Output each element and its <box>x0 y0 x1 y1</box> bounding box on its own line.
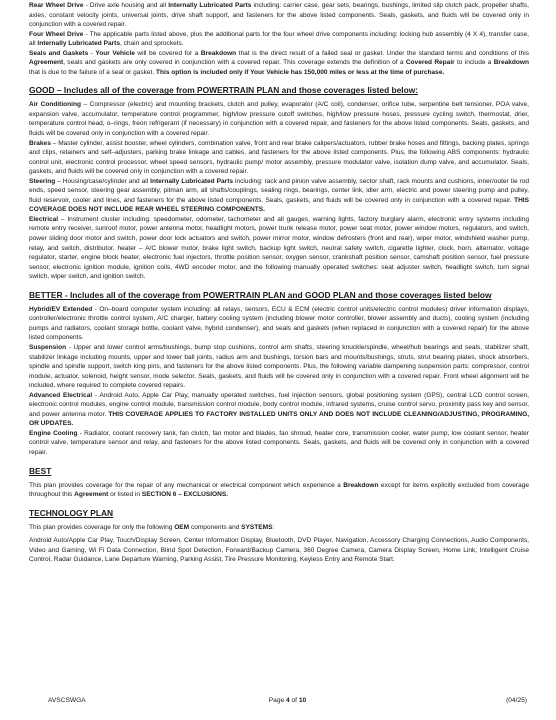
advanced-electrical-paragraph: Advanced Electrical - Android Auto, Apple Car Play, manually operated switches, fuel injection sensors, global positioning system (GPS), central LCD control screen, electronic control modules, engine control module, transmission control module, body control module, infrared systems, cruise control servo, proximity pass key and sensor, and power antenna motor. THIS COVERAGE APPLIES TO FACTORY INSTALLED UNITS ONLY AND DOES NOT INCLUDE CLEANING/ADJUSTING, PROGRAMING, OR UPDATES. <box>29 391 530 428</box>
good-plan-heading: GOOD – Includes all of the coverage from POWERTRAIN PLAN and those coverages listed below: <box>29 85 419 96</box>
best-plan-paragraph: This plan provides coverage for the repair of any mechanical or electrical component which experience a Breakdown except for items explicitly excluded from coverage throughout this Agreement or listed in SECTION 6 – EXCLUSIONS. <box>29 481 529 499</box>
document-page <box>29 0 529 565</box>
technology-plan-intro: This plan provides coverage for only the following OEM components and SYSTEMS: <box>29 523 275 531</box>
hybrid-ev-paragraph: Hybrid/EV Extended - On–board computer system including: all relays, sensors, ECU & ECM (electric control units/electric control modules) driver information displays, controller/electronic throttle control system, A/C charger, battery cooling system (including blower motor controller, blower assembly and ducts), cooling system (including pumps and radiators, coolant storage bottle, coolant valve, hybrid condenser), and seals and gaskets (when replaced in conjunction with a covered repair) for the above listed components. <box>29 305 529 342</box>
steering-title: Steering <box>29 177 56 185</box>
rear-wheel-drive-title: Rear Wheel Drive <box>29 2 84 9</box>
brakes-title: Brakes <box>29 139 51 147</box>
seals-gaskets-title: Seals and Gaskets <box>29 49 89 57</box>
better-plan-heading: BETTER - Includes all of the coverage from POWERTRAIN PLAN and GOOD PLAN and those coverages listed below <box>29 289 492 300</box>
engine-cooling-title: Engine Cooling <box>29 429 78 437</box>
technology-plan-components: Android Auto/Apple Car Play, Touch/Display Screen, Center Information Display, Bluetooth, DVD Player, Navigation, Accessory Charging Connections, Audio Components, Video and Gaming, Wi Fi Data Connection, Blind Spot Detection, Forward/Backup Camera, 360 Degree Camera, Camera Display Screen, Home Link, Intelligent Cruise Control, Radar Guidance, Lane Departure Warning, Parking Assist, Tire Pressure Monitoring, Keyless Entry and Remote Start. <box>29 537 529 564</box>
form-code: AVSCSWGA <box>48 697 86 704</box>
rear-wheel-drive-paragraph: Rear Wheel Drive - Drive axle housing and all Internally Lubricated Parts including: carrier case, gear sets, bearings, bushings, limited slip clutch pack, propeller shafts, axles, constant velocity joints, universal joints, drive shaft support, and fasteners for the above listed components. Seals, gaskets, and fluids will be covered only in conjunction with a covered repair. <box>29 2 529 29</box>
air-conditioning-paragraph: Air Conditioning – Compressor (electric) and mounting brackets, clutch and pulley, evaporator (A/C coil), condenser, orifice tube, serpentine belt tensioner, POA valve, expansion valve, accumulator, temperature control programmer, high/low pressure cutoff switches, high/low pressure hoses, pressure cycling switch, thermostat, drier, temperature control head, o–rings, freon refrigerant (if necessary) in conjunction with a covered repair, and fasteners for the above listed components. Seals, gaskets, and fluids will be covered only in conjunction with a covered repair. <box>29 101 529 138</box>
technology-plan-heading: TECHNOLOGY PLAN <box>29 507 114 518</box>
revision-date: (04/25) <box>506 697 527 704</box>
suspension-title: Suspension <box>29 343 67 351</box>
best-plan-heading: BEST <box>29 465 52 476</box>
suspension-paragraph: Suspension - Upper and lower control arms/bushings, bump stop cushions, control arm shafts, steering knuckle/spindle, wheel/hub bearings and seals, stabilizer shaft, stabilizer linkage including mounts, upper and lower ball joints, radius arm and bushings, torsion bars and mounts/bushings, struts, strut bearing plates, shock absorbers, spindle and spindle support, switch king pins, and fasteners for the above listed components. Plus, the following variable dampening suspension parts: compressor, control module, actuator, solenoid, height sensor, mode selector. Seals, gaskets, and fluids will be covered only in conjunction with a covered repair. Front wheel alignment will be included, where required to complete covered repairs. <box>29 343 529 390</box>
electrical-paragraph: Electrical – Instrument cluster including: speedometer, odometer, tachometer and all gauges, warning lights, factory burglary alarm, electronic entry systems including remote entry receiver, sunroof motor, power antenna motor, headlight motors, power trunk release motor, power seat motor, power window motors, regulators, and switch, power sliding door motor and switch, power door lock actuators and switch, power mirror motor, window defrosters (front and rear), wiper motor, windshield washer pump, relay, and switch, distributor, heater – A/C blower motor, brake light switch, backup light switch, neutral safety switch, cigarette lighter, clock, horn, alternator, voltage regulator, starter, engine block heater, electronic fuel injectors, throttle position sensor, oxygen sensor, crankshaft position sensor, camshaft position sensor, fuel pressure sensor, electronic ignition module, ignition coils, 4WD encoder motor, and the following manually operated switches: seat adjuster switch, headlight switch, turn signal switch, wiper switch, and ignition switch. <box>29 215 529 281</box>
hybrid-ev-title: Hybrid/EV Extended <box>29 305 93 313</box>
engine-cooling-paragraph: Engine Cooling - Radiator, coolant recovery tank, fan clutch, fan motor and blades, fan shroud, heater core, transmission cooler, water pump, low coolant sensor, heater control valve, temperature sensor and relay, and fasteners for the above listed components. Seals, gaskets, and fluids will be covered only in conjunction with a covered repair. <box>29 429 529 456</box>
electrical-title: Electrical <box>29 215 59 223</box>
page-footer <box>48 697 527 709</box>
four-wheel-drive-title: Four Wheel Drive <box>29 30 84 38</box>
air-conditioning-title: Air Conditioning <box>29 101 81 109</box>
page-number: Page 4 of 10 <box>268 697 307 704</box>
steering-paragraph: Steering – Housing/case/cylinder and all Internally Lubricated Parts including: rack and pinion valve assembly, sector shaft, rack mounts and cushions, inner/outer tie rod ends, speed sensor, steering gear assembly, pitman arm, all shafts/couplings, sealing rings, bearings, center link, idler arm, electric and power steering pump and pulley, fluid reservoir, cooler and lines, and fasteners for the above listed components. Seals, gaskets, and fluids will be covered only in conjunction with a covered repair. THIS COVERAGE DOES NOT INCLUDE REAR WHEEL STEERING COMPONENTS. <box>29 177 530 214</box>
four-wheel-drive-paragraph: Four Wheel Drive - The applicable parts listed above, plus the additional parts for the four wheel drive components including: locking hub assembly (4 X 4), transfer case, all Internally Lubricated Parts, chain and sprockets. <box>29 30 529 48</box>
advanced-electrical-title: Advanced Electrical <box>29 391 93 399</box>
brakes-paragraph: Brakes – Master cylinder, assist booster, wheel cylinders, combination valve, front and rear brake calipers/actuators, rubber brake hoses and fittings, backing plates, springs and clips, retainers and self–adjusters, parking brake linkage and cables, and fasteners for the above listed components. Plus, the following ABS components: hydraulic control unit, electronic control processor, wheel speed sensors, hydraulic pump/ motor assembly, pressure modulator valve, isolation dump valve, and accumulator. Seals, gaskets, and fluids will be covered only in conjunction with a covered repair. <box>29 139 529 176</box>
seals-gaskets-paragraph: Seals and Gaskets - Your Vehicle will be covered for a Breakdown that is the direct result of a failed seal or gasket. Under the standard terms and conditions of this Agreement, seals and gaskets are only covered in conjunction with a covered repair. This coverage extends the definition of a Covered Repair to include a Breakdown that is due to the failure of a seal or gasket. This option is included only if Your Vehicle has 150,000 miles or less at the time of purchase. <box>29 49 529 76</box>
